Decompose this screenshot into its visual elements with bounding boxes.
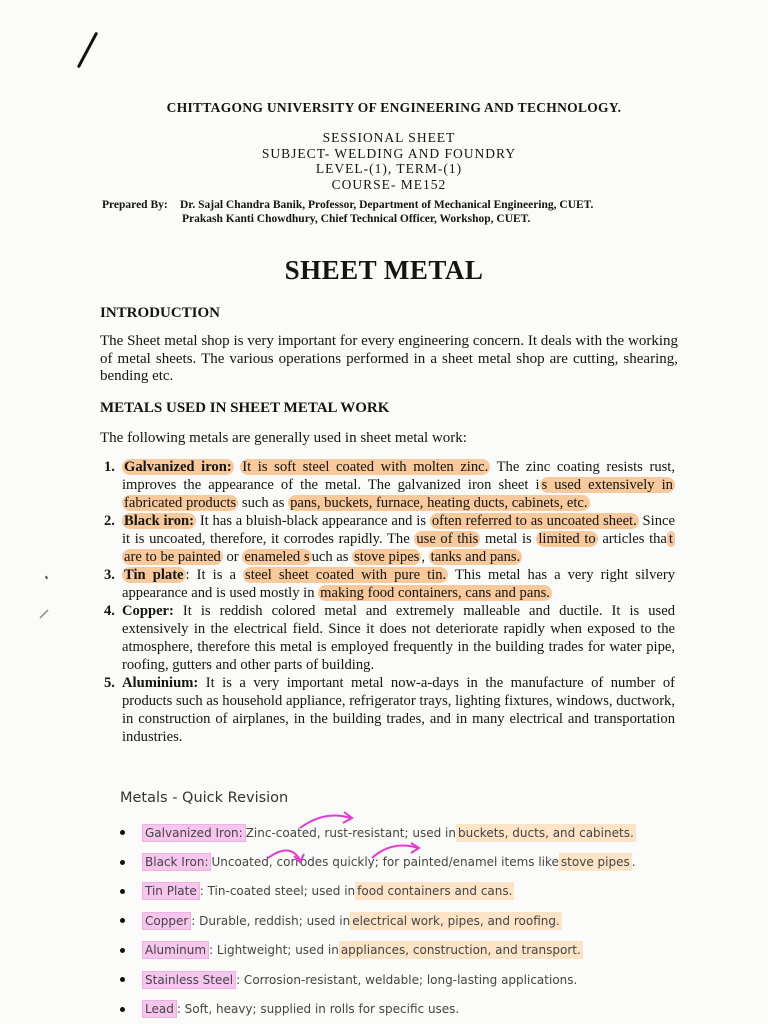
description: : Durable, reddish; used in (191, 913, 351, 928)
highlight: It is soft steel coated with molten zinc. (242, 459, 489, 475)
list-item (120, 818, 720, 847)
text: articles tha (597, 531, 667, 547)
metals-heading: METALS USED IN SHEET METAL WORK (100, 400, 390, 416)
metal-name-galvanized: Galvanized iron: (124, 459, 232, 475)
text: It is reddish colored metal and extremely malleable and ductile. It is used extensively in the electrical field. Since it does not deteriorate rapidly when exposed to the atmosphere, therefore this metal is employed frequently in the building trades for water pipe, roofing, gutters and other parts of building. (122, 603, 675, 673)
highlight: limited to (538, 531, 596, 547)
metal-name-aluminium: Aluminium: (122, 675, 199, 691)
metal-name: Black Iron: (142, 853, 211, 871)
metal-name: Tin Plate (142, 882, 200, 900)
list-item (100, 566, 675, 602)
list-item (100, 512, 675, 566)
introduction-heading: INTRODUCTION (100, 305, 221, 321)
text: Since it is uncoated, therefore, it corrodes rapidly. The (122, 513, 675, 547)
description: Uncoated, corrodes quickly; for painted/enamel items like (211, 855, 559, 870)
quick-revision-heading: Metals - Quick Revision (120, 790, 289, 806)
highlight: s used extensively in (541, 477, 673, 493)
metal-name: Stainless Steel (142, 971, 236, 989)
metal-name-tin-plate: Tin plate (124, 567, 184, 583)
highlight: t are to be painted (124, 531, 673, 565)
list-item (100, 674, 675, 746)
stray-mark (46, 576, 47, 579)
usage-highlight: electrical work, pipes, and roofing. (352, 913, 560, 928)
text: : It is a (185, 567, 244, 583)
highlight: steel sheet coated with pure tin. (245, 567, 447, 583)
highlight: stove pipes (354, 549, 420, 565)
preparer-2: Prakash Kanti Chowdhury, Chief Technical Officer, Workshop, CUET. (182, 213, 531, 225)
text: , (421, 549, 429, 565)
list-item (120, 994, 720, 1023)
list-item (120, 906, 720, 935)
bullet-icon (120, 860, 125, 865)
prepared-by (102, 198, 682, 226)
text: such as (238, 495, 289, 511)
bullet-icon (120, 830, 125, 835)
usage-highlight: stove pipes (560, 855, 630, 870)
description: : Lightweight; used in (209, 943, 339, 958)
university-name: CHITTAGONG UNIVERSITY OF ENGINEERING AND TECHNOLOGY. (166, 100, 622, 115)
document-header (0, 100, 768, 192)
highlight: making food containers, cans and pans. (320, 585, 550, 601)
text: It has a bluish-black appearance and is (196, 513, 430, 529)
list-item (120, 965, 720, 994)
description: Zinc-coated, rust-resistant; used in (245, 825, 456, 840)
metals-list (100, 458, 675, 746)
text: . (631, 855, 636, 870)
list-item (120, 936, 720, 965)
bullet-icon (120, 1007, 125, 1012)
bullet-icon (120, 889, 125, 894)
bullet-icon (120, 948, 125, 953)
usage-highlight: food containers and cans. (357, 884, 513, 899)
list-item (120, 877, 720, 906)
item-number: 3. (104, 567, 115, 583)
list-item (100, 602, 675, 674)
sessional-block (10, 130, 768, 192)
subject-line: SUBJECT- WELDING AND FOUNDRY (261, 145, 517, 161)
pen-stroke-mark (77, 32, 98, 69)
page-title: SHEET METAL (284, 255, 484, 285)
stray-mark (40, 610, 48, 618)
metal-name-copper: Copper: (122, 603, 174, 619)
prepared-label: Prepared By: (102, 199, 168, 211)
metal-name-black-iron: Black iron: (124, 513, 195, 529)
highlight: fabricated products (124, 495, 237, 511)
list-item (100, 458, 675, 512)
usage-highlight: appliances, construction, and transport. (340, 943, 581, 958)
bullet-icon (120, 918, 125, 923)
text: The zinc coating resists rust, improves the appearance of the metal. The galvanized iron sheet i (122, 459, 676, 493)
highlight: often referred to as uncoated sheet. (431, 513, 637, 529)
bullet-icon (120, 977, 125, 982)
highlight: tanks and pans. (430, 549, 521, 565)
item-number: 2. (104, 513, 115, 529)
metal-name: Galvanized Iron: (142, 824, 246, 842)
description: : Soft, heavy; supplied in rolls for specific uses. (176, 1002, 460, 1017)
usage-highlight: buckets, ducts, and cabinets. (457, 825, 634, 840)
level-line: LEVEL-(1), TERM-(1) (315, 161, 463, 176)
item-number: 5. (104, 675, 115, 691)
metal-name: Copper (142, 912, 191, 930)
text: This metal has a very right silvery appearance and is used mostly in (122, 567, 676, 601)
highlight: pans, buckets, furnace, heating ducts, cabinets, etc. (290, 495, 588, 511)
text: It is a very important metal now-a-days in the manufacture of number of products such as household appliance, refrigerator trays, lighting fixtures, windows, ductwork, in construction of airplanes, in the building trades, and in many electrical and transportation industries. (122, 675, 675, 745)
highlight: enameled s (244, 549, 310, 565)
description: : Tin-coated steel; used in (199, 884, 356, 899)
quick-revision-list (120, 818, 720, 1024)
list-item (120, 847, 720, 876)
introduction-text: The Sheet metal shop is very important for every engineering concern. It deals with the working of metal sheets. The various operations performed in a sheet metal shop are cutting, shearing, bending etc. (100, 333, 678, 384)
metal-name: Aluminum (142, 941, 209, 959)
item-number: 1. (104, 459, 115, 475)
text: uch as (311, 549, 353, 565)
preparer-1: Dr. Sajal Chandra Banik, Professor, Department of Mechanical Engineering, CUET. (180, 199, 594, 211)
text: or (222, 549, 243, 565)
course-line: COURSE- ME152 (331, 176, 447, 192)
text: metal is (480, 531, 537, 547)
highlight: use of this (416, 531, 479, 547)
item-number: 4. (104, 603, 115, 619)
metal-name: Lead (142, 1000, 177, 1018)
sessional-title: SESSIONAL SHEET (322, 130, 456, 145)
description: : Corrosion-resistant, weldable; long-lasting applications. (236, 972, 578, 987)
metals-intro: The following metals are generally used in sheet metal work: (100, 430, 467, 446)
